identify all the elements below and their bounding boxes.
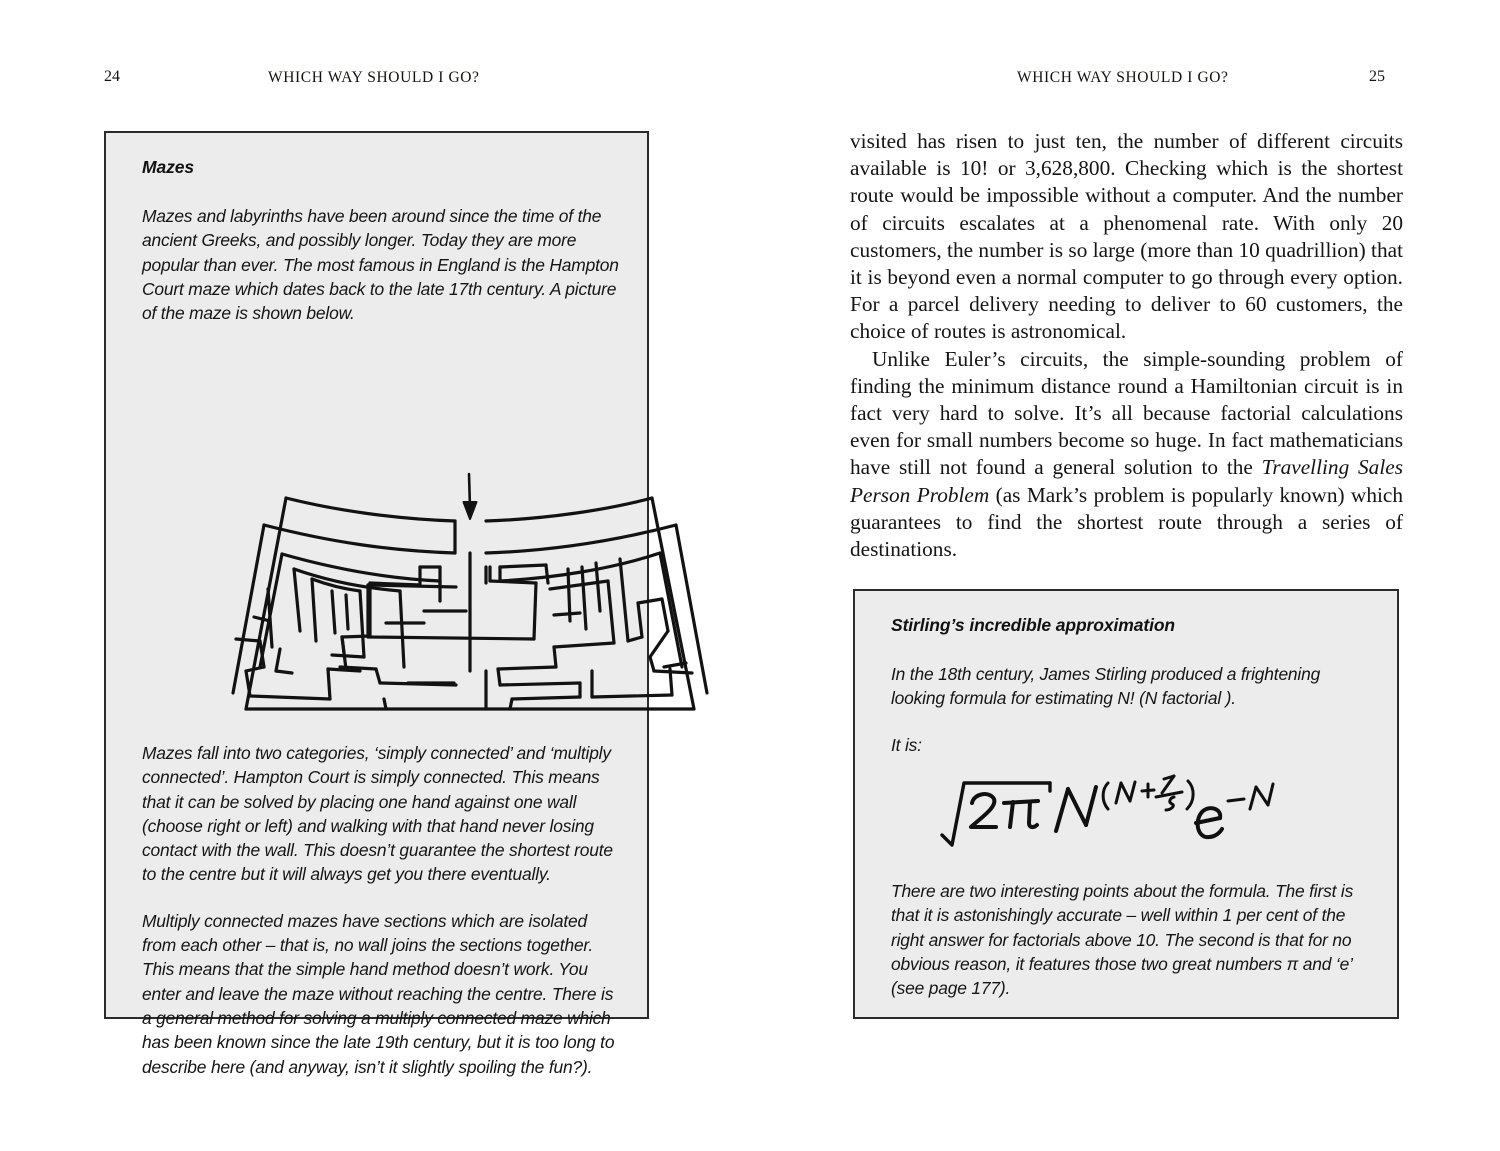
page-number-right: 25 [1369, 68, 1385, 85]
hampton-court-maze-figure [224, 471, 744, 723]
pi-symbol [1004, 801, 1038, 827]
capital-n [1056, 787, 1096, 831]
body-paragraph-2-lead: Unlike Euler’s circuits, the simple-sounding problem of finding the minimum distance round a Hamiltonian circuit is in fact very hard to solve. It’s all because factorial calculations even for small numbers become so huge. In fact mathematicians have still not found a general solution to the [850, 346, 1403, 480]
mazes-box-title: Mazes [142, 157, 195, 177]
stirling-formula-figure [938, 771, 1298, 867]
mazes-box-content [142, 157, 621, 347]
exponent-minus-n [1228, 784, 1273, 809]
numeral-two [971, 794, 996, 827]
exponent-n-plus-half [1103, 776, 1193, 810]
stirling-box-content [891, 615, 1371, 757]
travelling-sales-person-problem-title: Travelling Sales Person Problem [850, 455, 1403, 507]
maze-entrance-arrow [464, 474, 477, 519]
mazes-paragraph-2: Mazes fall into two categories, ‘simply connected’ and ‘multiply connected’. Hampton Court is simply connected. This means that it can be solved by placing one hand against one wall (choose right or left) and walking with that hand never losing contact with the wall. This doesn’t guarantee the shortest route to the centre but it will always get you there eventually. [142, 743, 613, 885]
body-text-column [850, 128, 1403, 563]
running-head-left: WHICH WAY SHOULD I GO? [268, 69, 480, 86]
mazes-paragraph-1: Mazes and labyrinths have been around since the time of the ancient Greeks, and possibly longer. Today they are more popular than ever. The most famous in England is the Hampton Court maze which dates back to the late 17th century. A picture of the maze is shown below. [142, 206, 619, 324]
letter-e [1196, 808, 1222, 837]
stirling-paragraph-1: In the 18th century, James Stirling produced a frightening looking formula for estimating N! (N factorial ). [891, 664, 1321, 709]
stirling-box-title: Stirling’s incredible approximation [891, 615, 1176, 635]
body-paragraph-2 [850, 346, 1403, 564]
body-paragraph-1: visited has risen to just ten, the number of different circuits available is 10! or 3,628,800. Checking which is the shortest route would be impossible without a computer. And the number of circuits escalates at a phenomenal rate. With only 20 customers, the number is so large (more than 10 quadrillion) that it is beyond even a normal computer to go through every option. For a parcel delivery needing to deliver to 60 customers, the choice of routes is astronomical. [850, 129, 1403, 344]
stirling-lead-in: It is: [891, 734, 922, 755]
stirling-paragraph-2: There are two interesting points about the formula. The first is that it is astonishingly accurate – well within 1 per cent of the right answer for factorials above 10. The second is that for no obvious reason, it features those two great numbers π and ‘e’ (see page 177). [891, 881, 1354, 999]
running-head-right: WHICH WAY SHOULD I GO? [1017, 69, 1229, 86]
stirling-box-content-lower [891, 879, 1371, 1000]
body-paragraph-2-tail: (as Mark’s problem is popularly known) which guarantees to find the shortest route through a series of destinations. [850, 482, 1403, 562]
mazes-feature-box [104, 131, 649, 1077]
stirling-feature-box [853, 589, 1399, 1019]
page-number-left: 24 [104, 68, 120, 85]
square-root-sign [942, 783, 1050, 845]
mazes-paragraph-3: Multiply connected mazes have sections which are isolated from each other – that is, no wall joins the sections together. This means that the simple hand method doesn’t work. You enter and leave the maze without reaching the centre. There is a general method for solving a multiply connected maze which has been known since the late 19th century, but it is too long to describe here (and anyway, isn’t it slightly spoiling the fun?). [142, 910, 615, 1077]
mazes-box-content-lower [142, 741, 621, 1079]
